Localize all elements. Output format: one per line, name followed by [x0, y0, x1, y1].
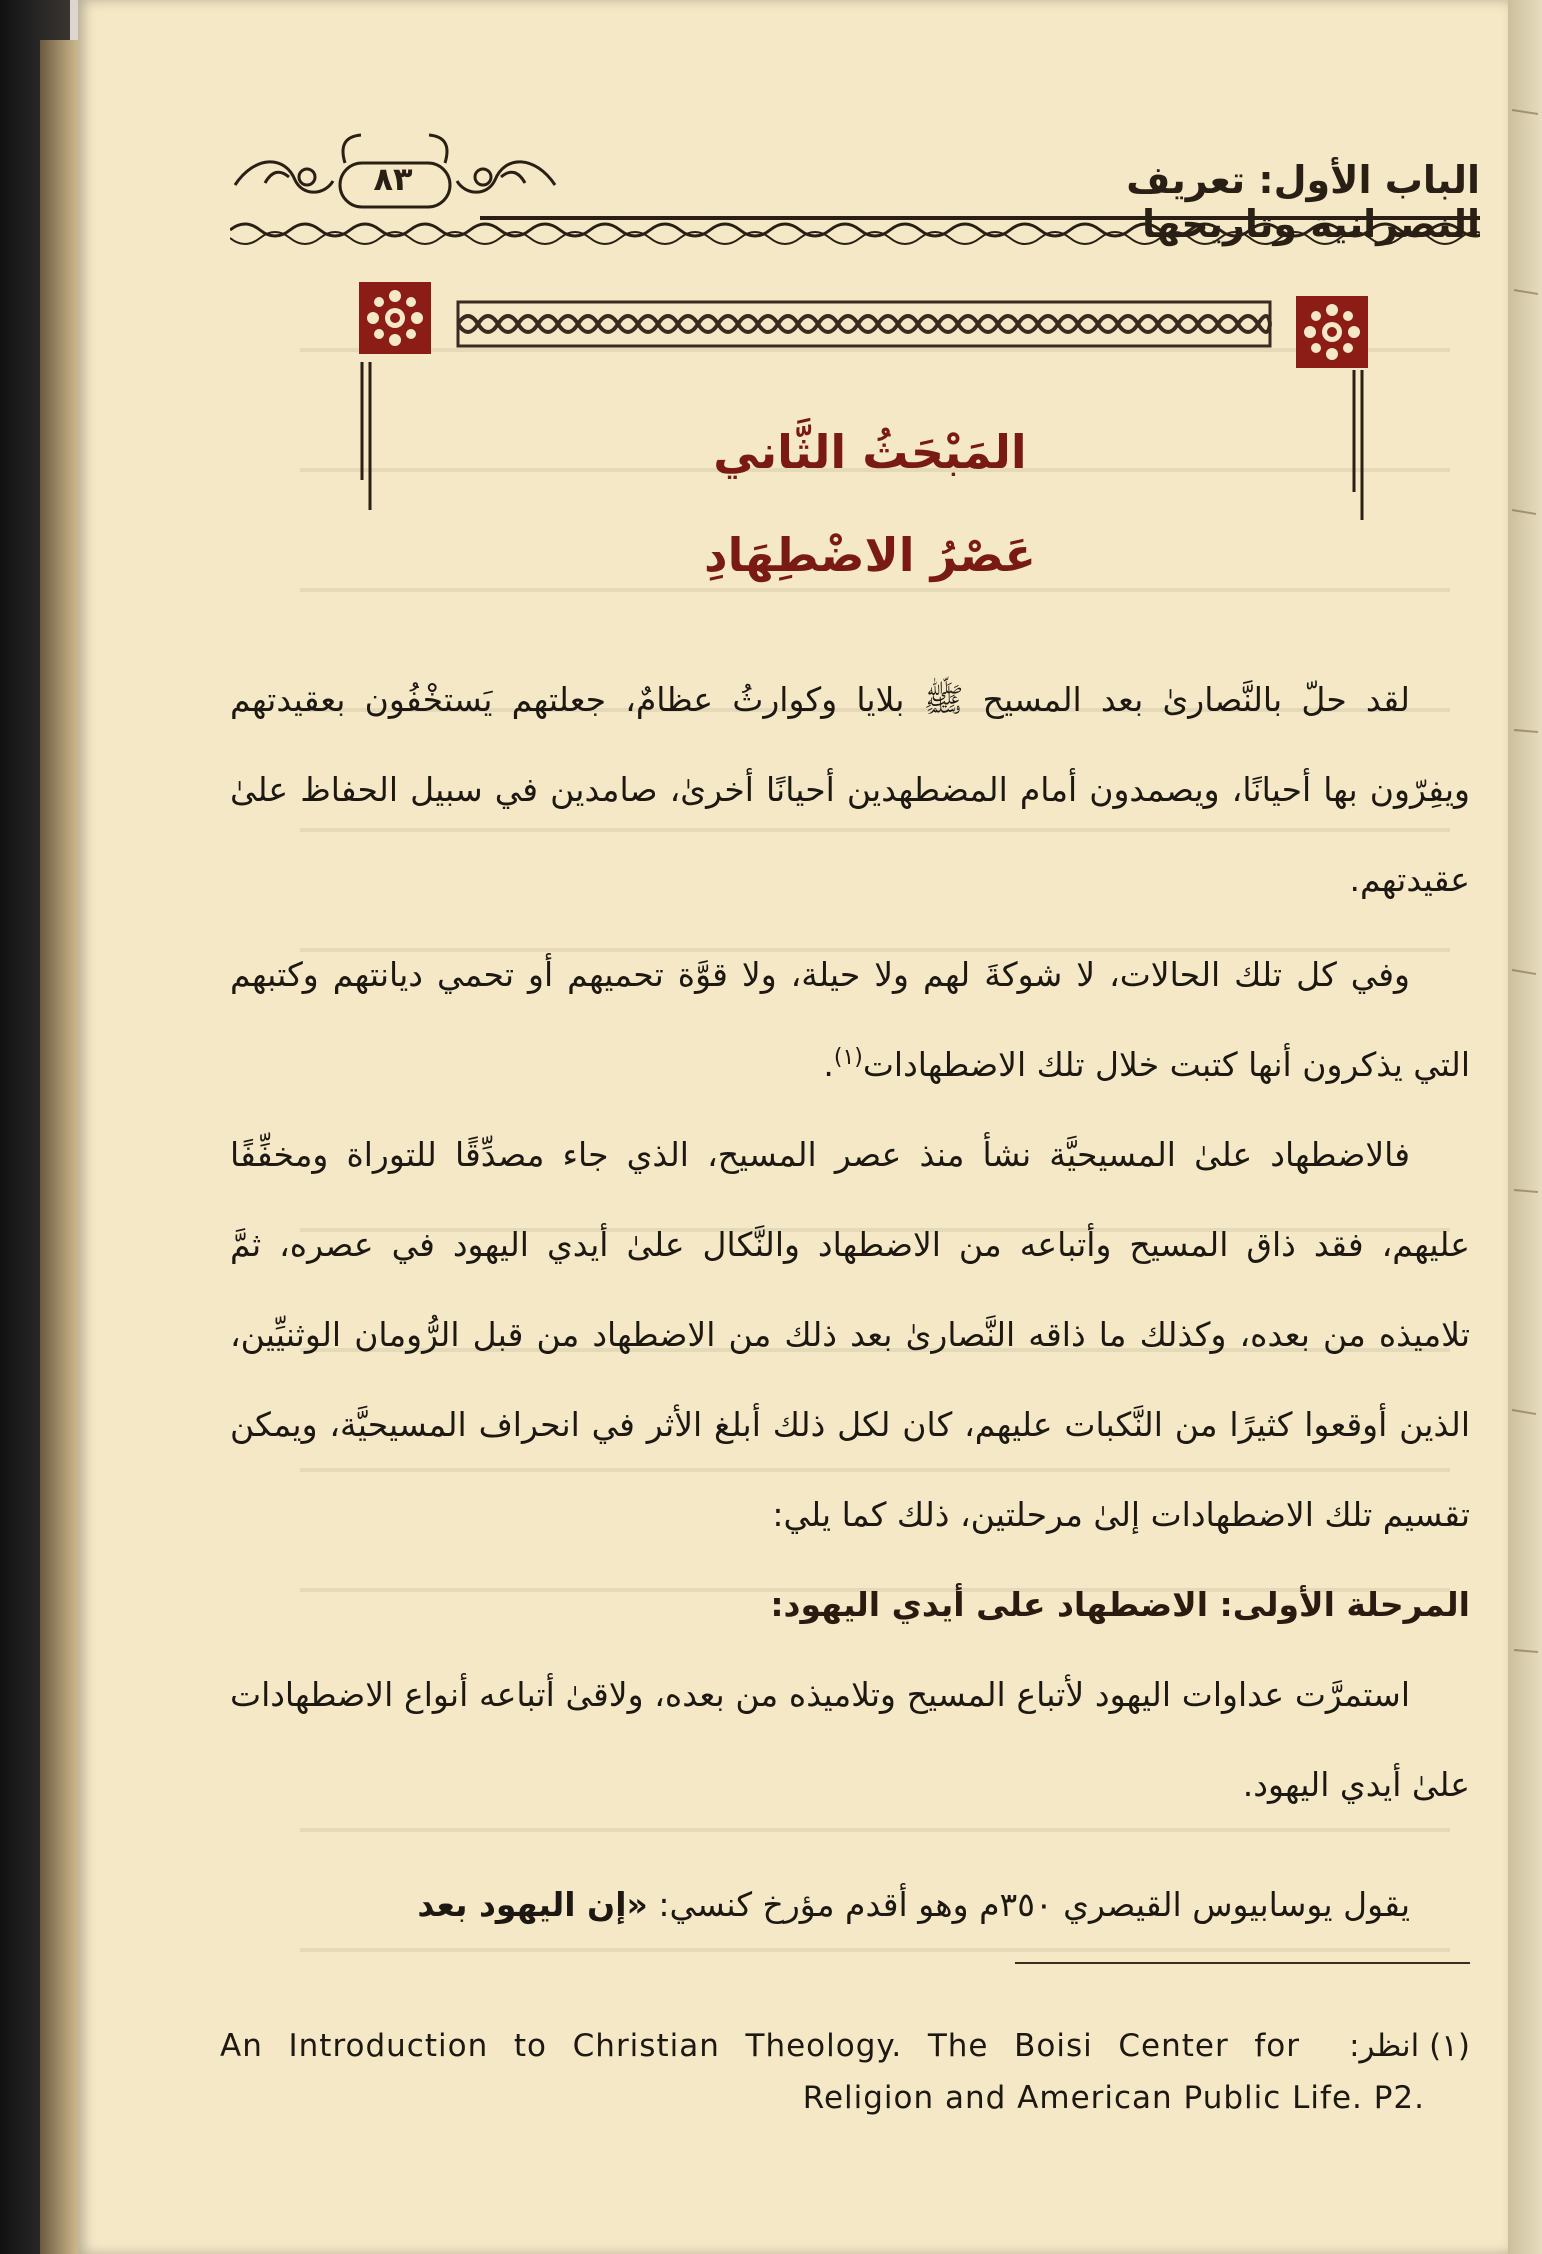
paragraph-1-text: لقد حلّ بالنَّصارىٰ بعد المسيح ﷺ بلايا وكوارثُ عظامٌ، جعلتهم يَستخْفُون بعقيدتهم ويفِرّون بها أحيانًا، ويصمدون أمام المضطهدين أحيانًا أخرىٰ، صامدين في سبيل الحفاظ علىٰ عقيدتهم. — [230, 680, 1470, 899]
paragraph-3-text: فالاضطهاد علىٰ المسيحيَّة نشأ منذ عصر المسيح، الذي جاء مصدِّقًا للتوراة ومخفِّفًا عليهم، فقد ذاق المسيح وأتباعه من الاضطهاد والنَّكال علىٰ أيدي اليهود في عصره، ثمَّ تلاميذه من بعده، وكذلك ما ذاقه النَّصارىٰ بعد ذلك من الاضطهاد من قبل الرُّومان الوثنيِّين، الذين أوقعوا كثيرًا من النَّكبات عليهم، كان لكل ذلك أبلغ الأثر في انحراف المسيحيَّة، ويمكن تقسيم تلك الاضطهادات إلىٰ مرحلتين، ذلك كما يلي: — [230, 1135, 1470, 1534]
paragraph-4 — [230, 1650, 1470, 1830]
paragraph-5-text: يقول يوسابيوس القيصري ٣٥٠م وهو أقدم مؤرخ كنسي: — [647, 1885, 1410, 1924]
section-subtitle: عَصْرُ الاضْطِهَادِ — [704, 528, 1036, 582]
footnote-rule — [1015, 1962, 1470, 1964]
section-title: المَبْحَثُ الثَّاني — [713, 425, 1027, 479]
paragraph-5-quote: «إن اليهود بعد — [417, 1885, 648, 1924]
paragraph-2-end: . — [823, 1045, 834, 1084]
header-rule — [230, 210, 1480, 270]
paragraph-2 — [230, 930, 1470, 1110]
footnote-reference-line-1: An Introduction to Christian Theology. The Boisi Center for — [220, 2028, 1300, 2064]
paragraph-5 — [230, 1860, 1470, 1950]
knot-band-ornament — [458, 302, 1270, 346]
paragraph-3 — [230, 1110, 1470, 1560]
footnote-marker: (١) انظر: — [1349, 2028, 1470, 2064]
running-header: الباب الأول: تعريف النصرانية وتاريخها — [1126, 158, 1480, 246]
page-number: ٨٣ — [373, 160, 413, 198]
paragraph-2-text: وفي كل تلك الحالات، لا شوكةَ لهم ولا حيلة، ولا قوَّة تحميهم أو تحمي ديانتهم وكتبهم التي يذكرون أنها كتبت خلال تلك الاضطهادات — [230, 955, 1470, 1084]
rosette-ornament-left — [359, 282, 431, 354]
rosette-ornament-right — [1296, 296, 1368, 368]
footnote — [220, 2008, 1470, 2128]
adjacent-page-text — [1508, 90, 1542, 1990]
footnote-reference-line-2: Religion and American Public Life. P2. — [802, 2080, 1425, 2116]
footnote-reference[interactable]: (١) — [833, 1045, 863, 1070]
paragraph-4-text: استمرَّت عداوات اليهود لأتباع المسيح وتلاميذه من بعده، ولاقىٰ أتباعه أنواع الاضطهادات علىٰ أيدي اليهود. — [230, 1675, 1470, 1804]
paragraph-1 — [230, 655, 1470, 925]
subheading-stage-one: المرحلة الأولى: الاضطهاد على أيدي اليهود: — [770, 1585, 1470, 1624]
